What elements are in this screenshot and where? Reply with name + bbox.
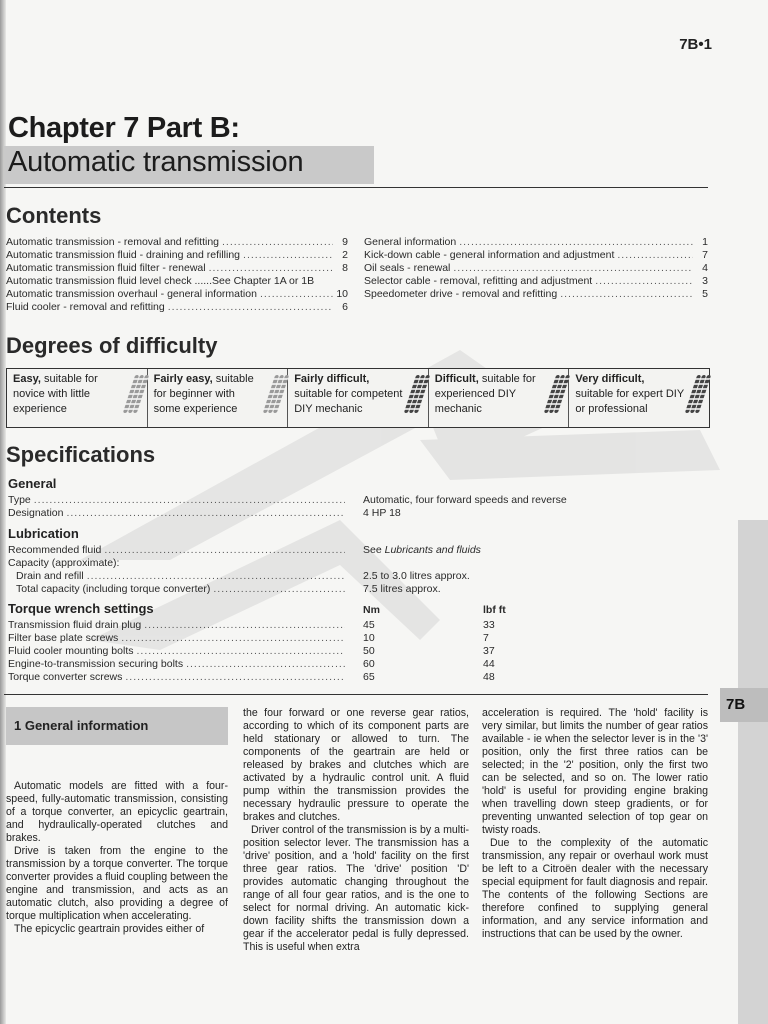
contents-list-left [6,236,348,314]
difficulty-fairly-easy: Fairly easy, suitable for beginner with some experience [148,369,289,427]
torque-nm: 45 [363,619,375,631]
spec-value: See Lubricants and fluids [363,544,481,556]
body-column-1 [6,780,228,936]
chapter-heading: Chapter 7 Part B: [8,112,240,144]
difficulty-very-difficult: Very difficult, suitable for expert DIY or professional [569,369,709,427]
torque-col-nm: Nm [363,604,380,616]
torque-nm: 65 [363,671,375,683]
contents-heading: Contents [6,203,102,228]
spec-value: 7.5 litres approx. [363,583,441,595]
spec-row: Engine-to-transmission securing bolts ..... [8,658,348,670]
torque-col-lbf: lbf ft [483,604,506,616]
spanner-rating-icon [269,375,283,413]
chapter-tab[interactable]: 7B [720,688,768,722]
torque-lbf: 44 [483,658,495,670]
torque-nm: 50 [363,645,375,657]
toc-entry[interactable]: Automatic transmission overhaul - general information ..... 10 [6,288,348,301]
paragraph: Due to the complexity of the automatic transmission, any repair or overhaul work must be left to a Citroën dealer with the necessary special equipment for fault diagnosis and repair. The contents of the following Sections are therefore confined to supplying general information, and any service information and instructions that can be used by the owner. [482,837,708,940]
spec-row: Filter base plate screws ..... [8,632,348,644]
torque-nm: 60 [363,658,375,670]
body-column-2 [243,707,469,954]
spec-row: Total capacity (including torque converter) ..... [16,583,348,595]
spec-row: Capacity (approximate): [8,557,120,569]
page-number: 7B•1 [679,36,712,53]
spec-value: 2.5 to 3.0 litres approx. [363,570,470,582]
difficulty-table [6,368,710,428]
spec-row: Drain and refill ..... [16,570,348,582]
body-column-3 [482,707,708,941]
torque-lbf: 7 [483,632,489,644]
spec-row: Fluid cooler mounting bolts ..... [8,645,348,657]
spec-row: Designation ..... [8,507,348,519]
paragraph: Driver control of the transmission is by a multi-position selector lever. The transmission has a 'drive' position, and a 'hold' facility on the first three gear ratios. The 'drive' position 'D' provides automatic changing throughout the range of all four gear ratios, and is the one to select for normal driving. An automatic kick-down facility shifts the transmission down a gear if the accelerator pedal is fully depressed. This is useful when extra [243,824,469,953]
spec-torque-heading: Torque wrench settings [8,601,154,616]
torque-lbf: 48 [483,671,495,683]
toc-entry[interactable]: Automatic transmission fluid filter - renewal ..... 8 [6,262,348,275]
spanner-rating-icon [129,375,143,413]
toc-entry[interactable]: Automatic transmission fluid - draining and refilling ..... 2 [6,249,348,262]
section-rule [4,694,708,695]
toc-entry[interactable]: Automatic transmission fluid level check ......See Chapter 1A or 1B [6,275,315,287]
torque-lbf: 33 [483,619,495,631]
spanner-rating-icon [691,375,705,413]
specifications-heading: Specifications [6,442,156,467]
toc-entry[interactable]: Fluid cooler - removal and refitting ..... 6 [6,301,348,314]
torque-nm: 10 [363,632,375,644]
chapter-side-tab-strip [738,520,768,1024]
toc-entry[interactable]: General information ..... 1 [364,236,708,249]
paragraph: Automatic models are fitted with a four-speed, fully-automatic transmission, consisting of a torque converter, an epicyclic geartrain, and hydraulically-operated clutches and brakes. [6,780,228,844]
paragraph: Drive is taken from the engine to the transmission by a torque converter. The torque converter provides a fluid coupling between the engine and transmission, and acts as an automatic clutch, also providing a degree of torque multiplication when accelerating. [6,845,228,922]
toc-entry[interactable]: Selector cable - removal, refitting and adjustment ..... 3 [364,275,708,288]
spec-row: Type ..... [8,494,348,506]
paragraph: The epicyclic geartrain provides either of [14,923,205,935]
section-heading-box [6,707,228,745]
toc-entry[interactable]: Kick-down cable - general information and adjustment ..... 7 [364,249,708,262]
difficulty-difficult: Difficult, suitable for experienced DIY mechanic [429,369,570,427]
title-rule [4,187,708,188]
spec-row: Recommended fluid ..... [8,544,348,556]
paragraph: acceleration is required. The 'hold' facility is very similar, but limits the number of gear ratios available - ie when the selector lever is in the '3' position, only the first three ratios can be selected; in the '2' position, only the first two can be selected, and so on. The lower ratio 'hold' is useful for providing engine braking when travelling down steep gradients, or for preventing unwanted selection of top gear on twisty roads. [482,707,708,836]
spanner-rating-icon [550,375,564,413]
difficulty-fairly-difficult: Fairly difficult, suitable for competent DIY mechanic [288,369,429,427]
section-heading: 1 General information [14,718,149,733]
spec-general-heading: General [8,476,57,491]
torque-lbf: 37 [483,645,495,657]
difficulty-heading: Degrees of difficulty [6,333,218,358]
spec-row: Transmission fluid drain plug ..... [8,619,348,631]
spec-row: Torque converter screws ..... [8,671,348,683]
paragraph: the four forward or one reverse gear ratios, according to which of its component parts are held stationary or allowed to turn. The components of the geartrain are held or released by brakes and clutches which are activated by a hydraulic control unit. A fluid pump within the transmission provides the necessary hydraulic pressure to operate the brakes and clutches. [243,707,469,823]
difficulty-easy: Easy, suitable for novice with little experience [7,369,148,427]
toc-entry[interactable]: Speedometer drive - removal and refitting ..... 5 [364,288,708,301]
spec-value: Automatic, four forward speeds and reverse [363,494,567,506]
page-title: Automatic transmission [8,146,304,178]
toc-entry[interactable]: Automatic transmission - removal and refitting ..... 9 [6,236,348,249]
spec-value: 4 HP 18 [363,507,401,519]
spanner-rating-icon [410,375,424,413]
toc-entry[interactable]: Oil seals - renewal ..... 4 [364,262,708,275]
contents-list-right [364,236,708,301]
spec-lubrication-heading: Lubrication [8,526,79,541]
